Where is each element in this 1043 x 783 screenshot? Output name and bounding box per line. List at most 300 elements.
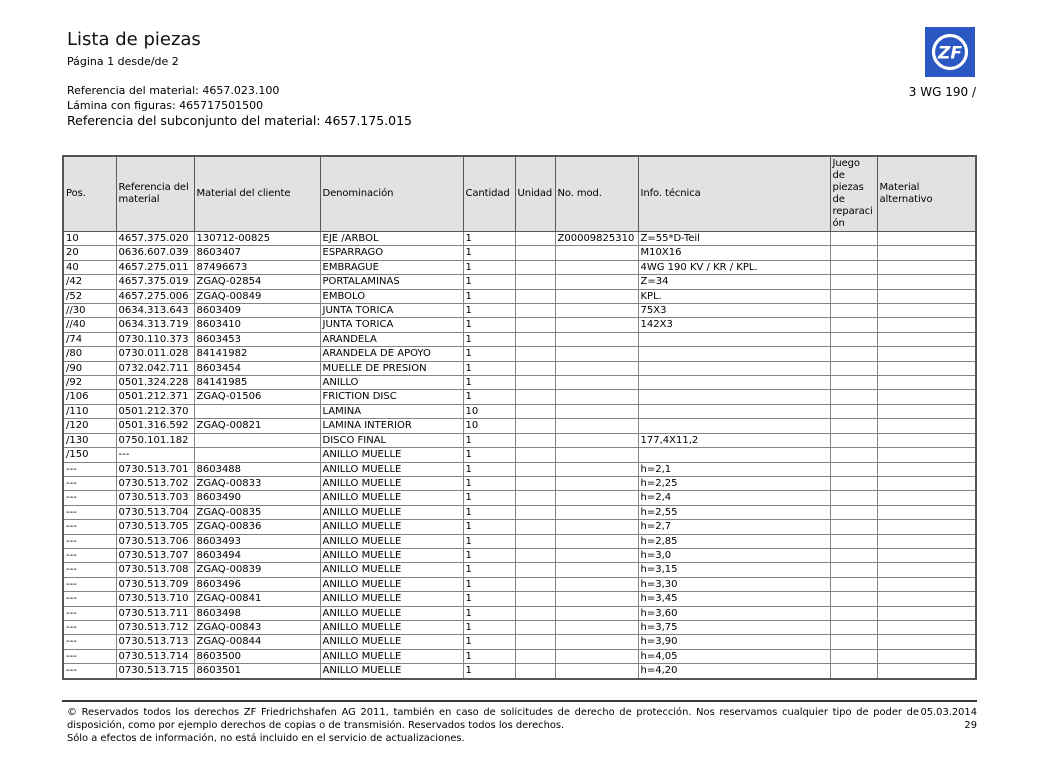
cell xyxy=(515,606,555,620)
cell: ZGAQ-00841 xyxy=(194,592,320,606)
cell: h=4,05 xyxy=(638,649,830,663)
cell xyxy=(555,347,638,361)
column-header-no-mod: No. mod. xyxy=(555,156,638,232)
cell xyxy=(555,606,638,620)
cell xyxy=(515,563,555,577)
table-row xyxy=(63,534,976,548)
cell xyxy=(830,347,877,361)
table-row xyxy=(63,376,976,390)
cell: 84141985 xyxy=(194,376,320,390)
cell: ESPARRAGO xyxy=(320,246,463,260)
cell xyxy=(830,635,877,649)
cell: --- xyxy=(63,620,116,634)
cell: --- xyxy=(63,592,116,606)
cell xyxy=(555,390,638,404)
cell xyxy=(555,419,638,433)
table-row xyxy=(63,592,976,606)
cell xyxy=(830,419,877,433)
cell: 8603494 xyxy=(194,548,320,562)
cell: h=3,60 xyxy=(638,606,830,620)
cell: /92 xyxy=(63,376,116,390)
cell xyxy=(877,635,976,649)
cell xyxy=(555,275,638,289)
copyright-text: © Reservados todos los derechos ZF Friedrichshafen AG 2011, también en caso de solicitudes de derecho de protección. Nos reservamos cualquier tipo de poder de disposición, como por ejemplo derechos de copias o de transmisión. Reservados todos los derechos. xyxy=(67,707,919,731)
cell xyxy=(555,448,638,462)
cell: 1 xyxy=(463,275,515,289)
cell xyxy=(515,332,555,346)
cell xyxy=(877,404,976,418)
cell: FRICTION DISC xyxy=(320,390,463,404)
cell: /106 xyxy=(63,390,116,404)
cell: EMBOLO xyxy=(320,289,463,303)
cell xyxy=(638,419,830,433)
cell xyxy=(515,404,555,418)
cell xyxy=(515,376,555,390)
cell: //30 xyxy=(63,304,116,318)
cell xyxy=(555,304,638,318)
cell xyxy=(515,592,555,606)
cell: 0730.513.708 xyxy=(116,563,194,577)
cell: 0634.313.719 xyxy=(116,318,194,332)
cell: 130712-00825 xyxy=(194,232,320,246)
cell: ANILLO MUELLE xyxy=(320,520,463,534)
cell xyxy=(555,577,638,591)
cell: 177,4X11,2 xyxy=(638,433,830,447)
cell: ZGAQ-00843 xyxy=(194,620,320,634)
cell: Z=34 xyxy=(638,275,830,289)
cell xyxy=(877,649,976,663)
cell xyxy=(830,520,877,534)
cell: h=3,30 xyxy=(638,577,830,591)
print-date: 05.03.2014 xyxy=(920,707,977,718)
cell: 1 xyxy=(463,505,515,519)
cell: 4657.375.019 xyxy=(116,275,194,289)
cell xyxy=(515,289,555,303)
cell xyxy=(555,620,638,634)
cell xyxy=(877,491,976,505)
cell xyxy=(830,577,877,591)
cell: h=2,55 xyxy=(638,505,830,519)
cell xyxy=(515,318,555,332)
cell: ZGAQ-00821 xyxy=(194,419,320,433)
cell: 0501.212.370 xyxy=(116,404,194,418)
table-row xyxy=(63,649,976,663)
cell: 0501.324.228 xyxy=(116,376,194,390)
column-header-material-cliente: Material del cliente xyxy=(194,156,320,232)
cell: ANILLO MUELLE xyxy=(320,664,463,679)
cell: /110 xyxy=(63,404,116,418)
cell: ANILLO xyxy=(320,376,463,390)
model-code: 3 WG 190 / xyxy=(908,85,976,99)
cell: 0730.513.706 xyxy=(116,534,194,548)
cell xyxy=(515,390,555,404)
cell xyxy=(638,332,830,346)
cell xyxy=(515,448,555,462)
cell xyxy=(515,520,555,534)
cell xyxy=(877,361,976,375)
cell: 1 xyxy=(463,448,515,462)
cell: 1 xyxy=(463,318,515,332)
cell xyxy=(515,664,555,679)
material-reference: Referencia del material: 4657.023.100 xyxy=(67,84,280,97)
cell xyxy=(877,664,976,679)
cell xyxy=(877,563,976,577)
cell xyxy=(515,433,555,447)
cell xyxy=(830,232,877,246)
cell: 1 xyxy=(463,563,515,577)
table-row xyxy=(63,476,976,490)
cell xyxy=(555,649,638,663)
cell: LAMINA INTERIOR xyxy=(320,419,463,433)
cell: 0730.513.704 xyxy=(116,505,194,519)
cell: /52 xyxy=(63,289,116,303)
cell: MUELLE DE PRESION xyxy=(320,361,463,375)
cell xyxy=(638,448,830,462)
cell xyxy=(515,304,555,318)
cell: 8603501 xyxy=(194,664,320,679)
cell xyxy=(830,548,877,562)
table-row xyxy=(63,289,976,303)
cell xyxy=(877,592,976,606)
cell xyxy=(830,318,877,332)
cell xyxy=(877,620,976,634)
cell: ARANDELA DE APOYO xyxy=(320,347,463,361)
cell: 0730.513.701 xyxy=(116,462,194,476)
cell: M10X16 xyxy=(638,246,830,260)
cell: ANILLO MUELLE xyxy=(320,534,463,548)
cell: 0730.513.711 xyxy=(116,606,194,620)
footer-meta xyxy=(920,706,977,732)
cell: /120 xyxy=(63,419,116,433)
cell: --- xyxy=(63,664,116,679)
cell: 0730.513.702 xyxy=(116,476,194,490)
cell: ZGAQ-02854 xyxy=(194,275,320,289)
cell: JUNTA TORICA xyxy=(320,304,463,318)
cell xyxy=(555,332,638,346)
table-row xyxy=(63,606,976,620)
cell xyxy=(194,433,320,447)
cell: --- xyxy=(63,520,116,534)
cell: 142X3 xyxy=(638,318,830,332)
cell: DISCO FINAL xyxy=(320,433,463,447)
cell: /80 xyxy=(63,347,116,361)
cell xyxy=(515,620,555,634)
cell xyxy=(877,462,976,476)
cell: ZGAQ-00835 xyxy=(194,505,320,519)
cell: --- xyxy=(63,563,116,577)
cell: --- xyxy=(63,577,116,591)
table-row xyxy=(63,462,976,476)
cell: 1 xyxy=(463,433,515,447)
cell: 10 xyxy=(63,232,116,246)
cell xyxy=(555,534,638,548)
cell xyxy=(515,246,555,260)
cell: 1 xyxy=(463,606,515,620)
cell: 1 xyxy=(463,289,515,303)
cell xyxy=(877,448,976,462)
cell: --- xyxy=(63,534,116,548)
cell: 1 xyxy=(463,246,515,260)
cell: 0501.316.592 xyxy=(116,419,194,433)
cell: --- xyxy=(63,491,116,505)
cell: 0730.513.714 xyxy=(116,649,194,663)
cell: ANILLO MUELLE xyxy=(320,448,463,462)
cell: 8603498 xyxy=(194,606,320,620)
cell xyxy=(830,361,877,375)
cell xyxy=(555,635,638,649)
cell: 0730.110.373 xyxy=(116,332,194,346)
cell: 1 xyxy=(463,491,515,505)
cell: 1 xyxy=(463,664,515,679)
cell: ZGAQ-00844 xyxy=(194,635,320,649)
cell xyxy=(830,304,877,318)
cell xyxy=(555,491,638,505)
cell xyxy=(555,476,638,490)
table-row xyxy=(63,275,976,289)
cell: ZGAQ-00849 xyxy=(194,289,320,303)
cell: h=3,75 xyxy=(638,620,830,634)
cell: 1 xyxy=(463,577,515,591)
svg-text:ZF: ZF xyxy=(938,43,962,64)
cell xyxy=(555,548,638,562)
cell: --- xyxy=(63,606,116,620)
cell: 0730.513.713 xyxy=(116,635,194,649)
table-row xyxy=(63,246,976,260)
zf-logo xyxy=(925,27,975,77)
cell xyxy=(515,275,555,289)
table-row xyxy=(63,491,976,505)
cell: JUNTA TORICA xyxy=(320,318,463,332)
cell xyxy=(515,649,555,663)
table-row xyxy=(63,635,976,649)
cell: 1 xyxy=(463,304,515,318)
cell: 0634.313.643 xyxy=(116,304,194,318)
cell xyxy=(830,606,877,620)
cell xyxy=(877,433,976,447)
cell: 1 xyxy=(463,376,515,390)
page-count: Página 1 desde/de 2 xyxy=(67,55,179,68)
cell: h=2,85 xyxy=(638,534,830,548)
cell: --- xyxy=(63,462,116,476)
cell: KPL. xyxy=(638,289,830,303)
table-row xyxy=(63,361,976,375)
cell: LAMINA xyxy=(320,404,463,418)
page-title: Lista de piezas xyxy=(67,29,201,50)
table-row xyxy=(63,318,976,332)
cell xyxy=(555,520,638,534)
column-header-juego-piezas: Juego de piezas de reparación xyxy=(830,156,877,232)
cell xyxy=(830,664,877,679)
table-row xyxy=(63,347,976,361)
cell: 20 xyxy=(63,246,116,260)
cell: /150 xyxy=(63,448,116,462)
cell: 0730.513.712 xyxy=(116,620,194,634)
table-row xyxy=(63,404,976,418)
cell: --- xyxy=(63,649,116,663)
cell xyxy=(515,419,555,433)
cell: 1 xyxy=(463,620,515,634)
cell: 0730.011.028 xyxy=(116,347,194,361)
cell xyxy=(830,534,877,548)
table-row xyxy=(63,419,976,433)
cell: h=2,4 xyxy=(638,491,830,505)
cell xyxy=(830,275,877,289)
cell: 4657.275.006 xyxy=(116,289,194,303)
cell: /42 xyxy=(63,275,116,289)
cell: 8603454 xyxy=(194,361,320,375)
cell: 84141982 xyxy=(194,347,320,361)
cell xyxy=(830,404,877,418)
cell xyxy=(194,404,320,418)
cell xyxy=(830,620,877,634)
cell: EJE /ARBOL xyxy=(320,232,463,246)
cell: 1 xyxy=(463,462,515,476)
column-header-referencia: Referencia del material xyxy=(116,156,194,232)
cell: 1 xyxy=(463,592,515,606)
zf-logo-icon xyxy=(925,27,975,77)
cell: 1 xyxy=(463,260,515,274)
table-row xyxy=(63,390,976,404)
cell xyxy=(515,577,555,591)
cell: h=2,1 xyxy=(638,462,830,476)
cell xyxy=(830,246,877,260)
cell xyxy=(830,592,877,606)
table-row xyxy=(63,260,976,274)
cell: h=2,7 xyxy=(638,520,830,534)
cell: h=3,45 xyxy=(638,592,830,606)
cell: --- xyxy=(116,448,194,462)
cell xyxy=(877,505,976,519)
cell xyxy=(555,289,638,303)
cell: 1 xyxy=(463,548,515,562)
cell xyxy=(877,534,976,548)
cell xyxy=(555,246,638,260)
cell xyxy=(830,505,877,519)
parts-table xyxy=(62,155,977,680)
cell: 1 xyxy=(463,635,515,649)
cell: 0730.513.703 xyxy=(116,491,194,505)
cell: h=2,25 xyxy=(638,476,830,490)
cell: 1 xyxy=(463,390,515,404)
cell: 8603493 xyxy=(194,534,320,548)
cell: 0732.042.711 xyxy=(116,361,194,375)
cell: ANILLO MUELLE xyxy=(320,577,463,591)
cell: ANILLO MUELLE xyxy=(320,563,463,577)
cell xyxy=(515,260,555,274)
cell xyxy=(515,476,555,490)
cell: 87496673 xyxy=(194,260,320,274)
cell: 0750.101.182 xyxy=(116,433,194,447)
cell: 1 xyxy=(463,232,515,246)
cell: ANILLO MUELLE xyxy=(320,592,463,606)
cell: 1 xyxy=(463,534,515,548)
cell xyxy=(555,563,638,577)
cell xyxy=(830,563,877,577)
cell: 0730.513.715 xyxy=(116,664,194,679)
table-row xyxy=(63,332,976,346)
cell: ANILLO MUELLE xyxy=(320,606,463,620)
table-row xyxy=(63,563,976,577)
cell: ZGAQ-00839 xyxy=(194,563,320,577)
cell: ZGAQ-00833 xyxy=(194,476,320,490)
cell: --- xyxy=(63,548,116,562)
cell xyxy=(877,246,976,260)
cell: h=3,90 xyxy=(638,635,830,649)
cell xyxy=(877,275,976,289)
cell: ANILLO MUELLE xyxy=(320,505,463,519)
cell: 8603496 xyxy=(194,577,320,591)
cell: 0636.607.039 xyxy=(116,246,194,260)
cell: 4657.275.011 xyxy=(116,260,194,274)
cell xyxy=(830,491,877,505)
cell xyxy=(830,448,877,462)
cell xyxy=(877,577,976,591)
cell: 1 xyxy=(463,649,515,663)
cell: ANILLO MUELLE xyxy=(320,548,463,562)
cell: --- xyxy=(63,635,116,649)
column-header-denominacion: Denominación xyxy=(320,156,463,232)
cell xyxy=(830,390,877,404)
cell: Z=55*D-Teil xyxy=(638,232,830,246)
figures-sheet-reference: Lámina con figuras: 465717501500 xyxy=(67,99,264,112)
table-row xyxy=(63,232,976,246)
cell: --- xyxy=(63,505,116,519)
cell: 10 xyxy=(463,404,515,418)
cell xyxy=(877,232,976,246)
cell: 0730.513.705 xyxy=(116,520,194,534)
cell: 1 xyxy=(463,520,515,534)
cell xyxy=(877,390,976,404)
cell xyxy=(555,318,638,332)
cell: ANILLO MUELLE xyxy=(320,491,463,505)
cell: Z00009825310 xyxy=(555,232,638,246)
cell xyxy=(877,476,976,490)
cell xyxy=(515,462,555,476)
cell xyxy=(877,304,976,318)
cell xyxy=(877,376,976,390)
cell xyxy=(877,332,976,346)
footer-divider xyxy=(62,700,977,702)
cell: ANILLO MUELLE xyxy=(320,620,463,634)
cell xyxy=(877,289,976,303)
cell xyxy=(638,347,830,361)
table-header-row xyxy=(63,156,976,232)
footer-text-block xyxy=(67,706,919,745)
cell xyxy=(555,664,638,679)
cell xyxy=(638,361,830,375)
cell: 1 xyxy=(463,332,515,346)
cell xyxy=(515,635,555,649)
cell: ANILLO MUELLE xyxy=(320,649,463,663)
column-header-unidad: Unidad xyxy=(515,156,555,232)
cell: 8603490 xyxy=(194,491,320,505)
cell: ZGAQ-01506 xyxy=(194,390,320,404)
cell: /90 xyxy=(63,361,116,375)
cell: 0730.513.707 xyxy=(116,548,194,562)
cell xyxy=(638,376,830,390)
cell xyxy=(515,347,555,361)
parts-table-body xyxy=(63,232,976,679)
cell: 1 xyxy=(463,361,515,375)
cell xyxy=(877,260,976,274)
cell xyxy=(830,433,877,447)
cell: 1 xyxy=(463,476,515,490)
table-row xyxy=(63,664,976,679)
table-row xyxy=(63,433,976,447)
cell xyxy=(515,361,555,375)
cell xyxy=(830,476,877,490)
cell: EMBRAGUE xyxy=(320,260,463,274)
